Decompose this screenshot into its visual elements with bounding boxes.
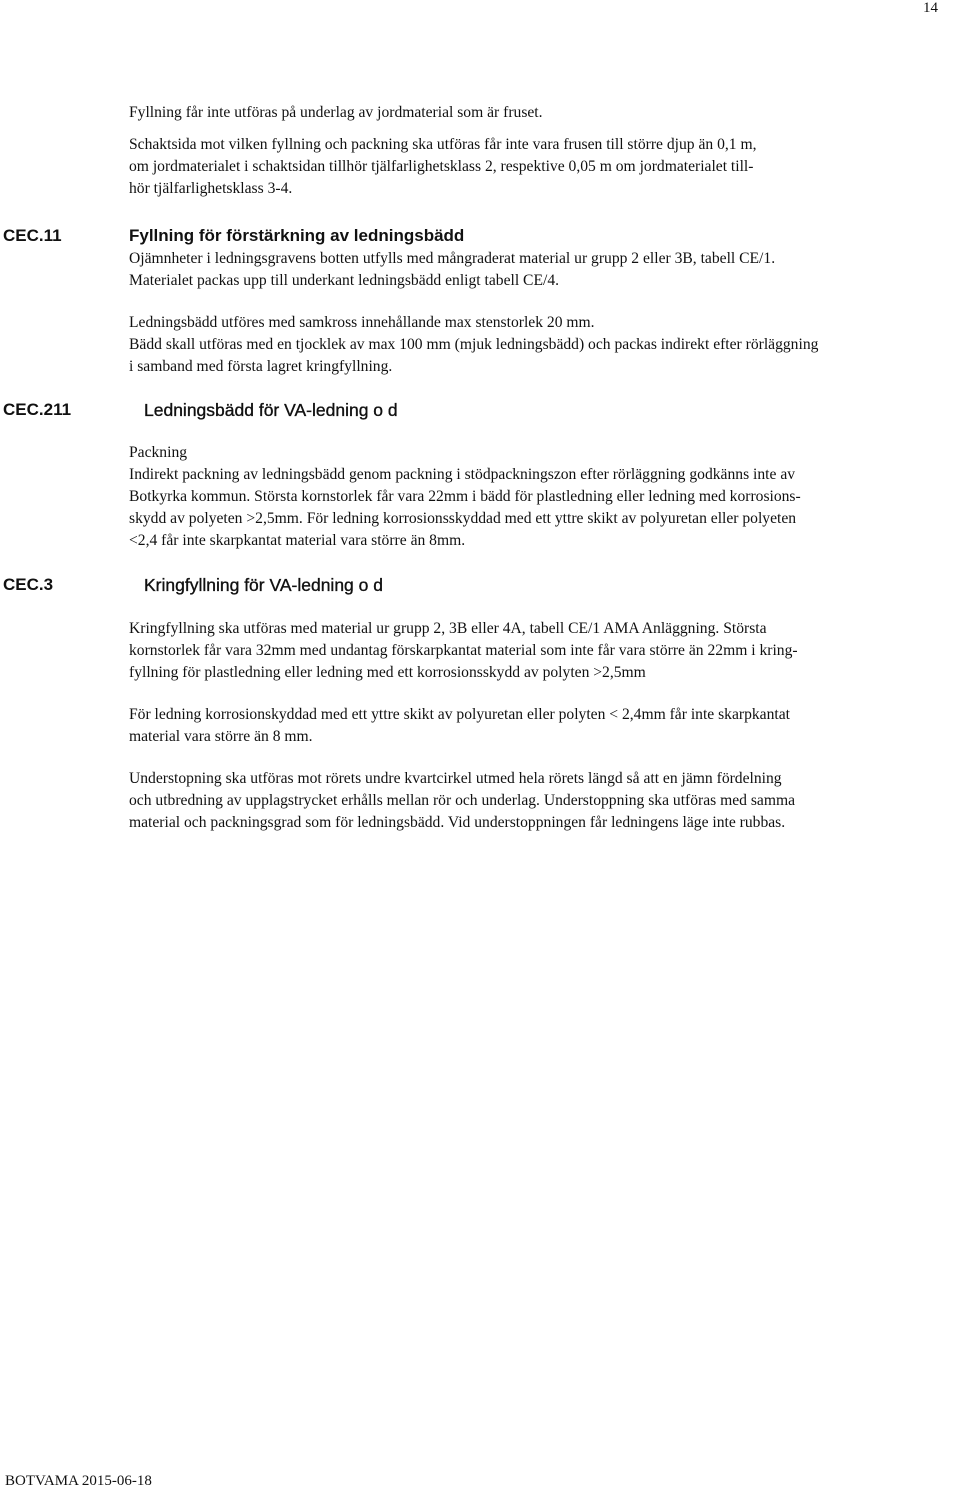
section-cec-3-paragraph-2 [129,704,960,748]
section-cec-3-paragraph-3 [129,768,960,834]
section-heading-cec-11: Fyllning för förstärkning av ledningsbädd [129,226,465,245]
section-cec-11-paragraph-2 [129,312,960,378]
section-heading-cec-211: Ledningsbädd för VA-ledning o d [144,400,398,420]
page-number: 14 [923,0,938,16]
text-line: i samband med första lagret kringfyllning. [129,358,393,375]
text-line: <2,4 får inte skarpkantat material vara större än 8mm. [129,532,466,549]
text-line: Understopning ska utföras mot rörets undre kvartcirkel utmed hela rörets längd så att en jämn fördelning [129,770,782,787]
section-cec-11-paragraph-1 [129,248,960,292]
intro-paragraph-trench-side [129,134,960,200]
text-line: Schaktsida mot vilken fyllning och packning ska utföras får inte vara frusen till större djup än 0,1 m, [129,136,757,153]
text-line: fyllning för plastledning eller ledning med ett korrosionsskydd av polyten >2,5mm [129,664,646,681]
text-line: Botkyrka kommun. Största kornstorlek får vara 22mm i bädd för plastledning eller ledning med korrosions- [129,488,801,505]
section-code-cec-11: CEC.11 [3,226,62,245]
text-line: Kringfyllning ska utföras med material ur grupp 2, 3B eller 4A, tabell CE/1 AMA Anläggning. Största [129,620,767,637]
section-code-cec-211: CEC.211 [3,400,72,419]
text-line: kornstorlek får vara 32mm med undantag förskarpkantat material som inte får vara större än 22mm i kring- [129,642,798,659]
text-line: material vara större än 8 mm. [129,728,313,745]
text-line: material och packningsgrad som för ledningsbädd. Vid understoppningen får ledningens läge inte rubbas. [129,814,786,831]
section-heading-cec-3: Kringfyllning för VA-ledning o d [144,575,383,595]
text-line: om jordmaterialet i schaktsidan tillhör tjälfarlighetsklass 2, respektive 0,05 m om jordmaterialet till- [129,158,754,175]
text-line: Indirekt packning av ledningsbädd genom packning i stödpackningszon efter rörläggning godkänns inte av [129,466,796,483]
text-line: och utbredning av upplagstrycket erhålls mellan rör och underlag. Understoppning ska utföras med samma [129,792,796,809]
text-line: hör tjälfarlighetsklass 3-4. [129,180,293,197]
intro-paragraph-frozen-ground [129,102,960,124]
text-line: skydd av polyeten >2,5mm. För ledning korrosionsskyddad med ett yttre skikt av polyuretan eller polyeten [129,510,797,527]
section-cec-3-paragraph-1 [129,618,960,684]
text-line: Fyllning får inte utföras på underlag av jordmaterial som är fruset. [129,104,543,121]
text-line: Ledningsbädd utföres med samkross innehållande max stenstorlek 20 mm. [129,314,595,331]
text-line: För ledning korrosionskyddad med ett yttre skikt av polyuretan eller polyten < 2,4mm får inte skarpkantat [129,706,790,723]
text-line: Ojämnheter i ledningsgravens botten utfylls med mångraderat material ur grupp 2 eller 3B, tabell CE/1. [129,250,776,267]
text-line: Materialet packas upp till underkant ledningsbädd enligt tabell CE/4. [129,272,560,289]
document-footer: BOTVAMA 2015-06-18 [5,1473,152,1489]
text-line: Bädd skall utföras med en tjocklek av max 100 mm (mjuk ledningsbädd) och packas indirekt efter rörläggning [129,336,819,353]
section-code-cec-3: CEC.3 [3,575,54,594]
text-line: Packning [129,444,188,461]
section-cec-211-paragraph-1 [129,442,960,552]
